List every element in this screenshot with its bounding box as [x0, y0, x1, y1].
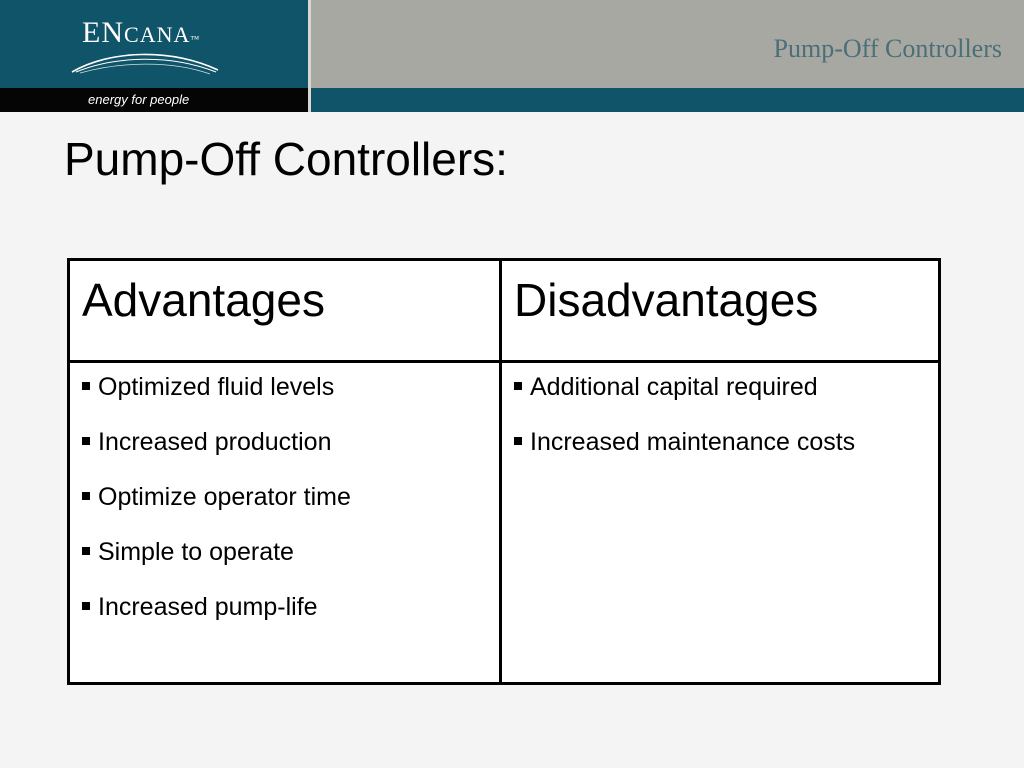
advantages-list: [82, 373, 499, 648]
disadvantages-cell: [501, 362, 940, 684]
list-item-text: Optimize operator time: [98, 483, 351, 511]
list-item-text: Simple to operate: [98, 538, 294, 566]
table-header-row: [69, 260, 940, 362]
header-accent-band: [310, 88, 1024, 112]
logo-part-c: C: [124, 22, 140, 47]
page-title: Pump-Off Controllers:: [64, 133, 508, 185]
column-header-advantages: Advantages: [69, 260, 501, 362]
square-bullet-icon: [82, 602, 90, 610]
list-item-text: Additional capital required: [530, 373, 818, 401]
list-item: [82, 428, 499, 483]
list-item-text: Increased pump-life: [98, 593, 318, 621]
logo-tagline: energy for people: [88, 92, 190, 107]
advantages-cell: [69, 362, 501, 684]
logo-part-en: EN: [82, 16, 124, 49]
column-header-disadvantages: Disadvantages: [501, 260, 940, 362]
list-item-text: Increased production: [98, 428, 332, 456]
logo-part-ana: ANA: [139, 22, 191, 47]
logo-swoosh-icon: [70, 46, 220, 76]
square-bullet-icon: [82, 382, 90, 390]
list-item: [82, 373, 499, 428]
square-bullet-icon: [514, 437, 522, 445]
square-bullet-icon: [82, 547, 90, 555]
header-title: Pump-Off Controllers: [773, 34, 1002, 63]
square-bullet-icon: [514, 382, 522, 390]
list-item: [514, 373, 938, 428]
list-item: [82, 538, 499, 593]
list-item: [82, 483, 499, 538]
logo-trademark: ™: [190, 34, 201, 44]
header-divider: [308, 0, 311, 112]
list-item: [514, 428, 938, 483]
table-row: [69, 362, 940, 684]
disadvantages-list: [514, 373, 938, 483]
square-bullet-icon: [82, 437, 90, 445]
list-item-text: Increased maintenance costs: [530, 428, 856, 456]
list-item-text: Optimized fluid levels: [98, 373, 335, 401]
list-item: [82, 593, 499, 648]
square-bullet-icon: [82, 492, 90, 500]
comparison-table: [67, 258, 941, 685]
encana-logo: [82, 16, 200, 50]
slide-header: [0, 0, 1024, 112]
